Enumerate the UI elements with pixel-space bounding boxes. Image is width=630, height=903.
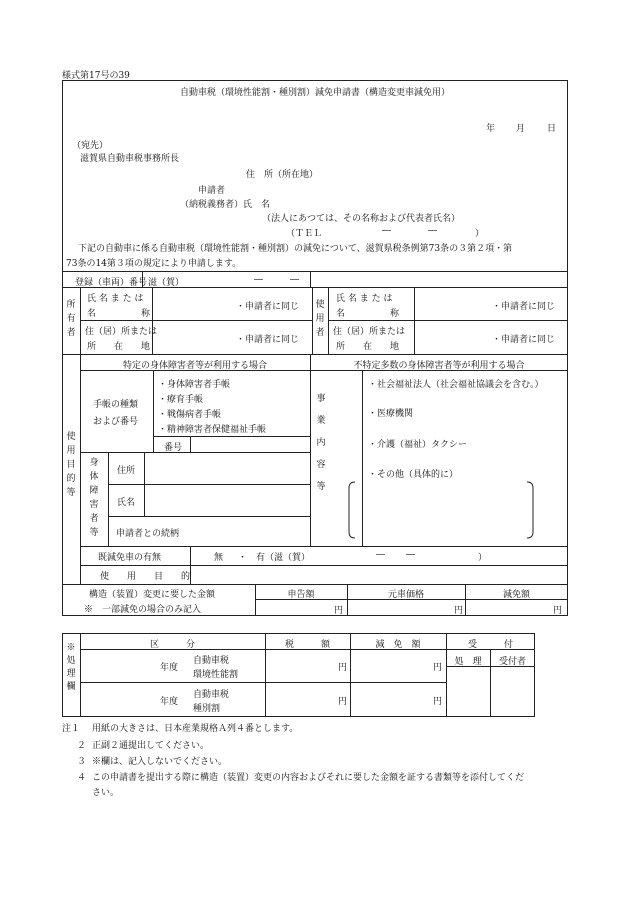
prior-yes[interactable]: 有（滋（賀） bbox=[256, 553, 311, 563]
declared-yen[interactable]: 円 bbox=[334, 606, 344, 616]
tel-close: ） bbox=[475, 229, 485, 239]
disabled-name-label: 氏名 bbox=[117, 498, 136, 508]
sub-receiver: 受付者 bbox=[498, 657, 526, 667]
col-receipt: 受 付 bbox=[467, 640, 513, 650]
owner-side-label: 所有者 bbox=[66, 300, 76, 338]
user-name-label-2: 名 称 bbox=[336, 309, 400, 319]
date-year[interactable]: 年 bbox=[486, 124, 496, 134]
business-side-label: 事業内容等 bbox=[316, 394, 326, 492]
col-reduction: 減免額 bbox=[502, 590, 530, 600]
number-label: 番号 bbox=[164, 443, 183, 453]
note-4-num: ４ bbox=[77, 773, 87, 783]
registration-label: 登録（車両）番号 bbox=[75, 278, 148, 288]
row1-reduction-yen[interactable]: 円 bbox=[433, 663, 443, 673]
owner-addr-label-2: 所 在 地 bbox=[87, 342, 151, 352]
col-original: 元車価格 bbox=[387, 590, 424, 600]
prior-dash-1: ― bbox=[376, 550, 385, 560]
user-side-label: 使用者 bbox=[315, 300, 325, 338]
reduction-yen[interactable]: 円 bbox=[553, 606, 563, 616]
tel-dash-2: ― bbox=[428, 226, 437, 236]
tel-label: （ＴＥＬ bbox=[286, 229, 323, 239]
col-reduction-amount: 減 免 額 bbox=[375, 640, 421, 650]
note-3-num: ３ bbox=[77, 757, 87, 767]
row1-tax-1: 自動車税 bbox=[193, 656, 230, 666]
business-item-2[interactable]: ・ 医療機関 bbox=[368, 406, 413, 419]
user-addr-label-2: 所 在 地 bbox=[336, 342, 400, 352]
cost-label: 構造（装置）変更に要した金額 bbox=[89, 590, 216, 600]
sub-processing: 処 理 bbox=[454, 657, 482, 667]
prior-none[interactable]: 無 bbox=[214, 553, 224, 563]
row2-year[interactable]: 年度 bbox=[160, 697, 179, 707]
owner-addr-label-1: 住（居）所または bbox=[85, 327, 158, 337]
note-2-num: ２ bbox=[77, 741, 87, 751]
owner-name-label-1: 氏 名 ま た は bbox=[87, 294, 144, 304]
note-1-num: 注１ bbox=[62, 724, 81, 734]
form-number: 様式第17号の39 bbox=[62, 71, 130, 81]
notebook-type-3[interactable]: ・ 戦傷病者手帳 bbox=[158, 407, 221, 420]
partial-note: ※ 一部減免の場合のみ記入 bbox=[84, 605, 202, 615]
intro-line-1: 下記の自動車に係る自動車税（環境性能割・種別割）の減免について、滋賀県税条例第73条の３第２項・第 bbox=[78, 244, 513, 254]
notebook-label-2: および番号 bbox=[93, 417, 139, 427]
row2-tax-2: 種別割 bbox=[193, 704, 221, 714]
original-yen[interactable]: 円 bbox=[454, 606, 464, 616]
other-details-bracket[interactable] bbox=[345, 480, 537, 540]
col-tax: 税 額 bbox=[284, 640, 330, 650]
row1-year[interactable]: 年度 bbox=[160, 663, 179, 673]
note-4-text: この申請書を提出する際に構造（装置）変更の内容およびそれに要した金額を証する書類等を添付してくだ bbox=[92, 773, 525, 783]
user-same-addr[interactable]: ・申請者に同じ bbox=[492, 335, 556, 345]
user-same-name[interactable]: ・申請者に同じ bbox=[492, 302, 556, 312]
processing-side-label: ※処理欄 bbox=[66, 643, 76, 692]
registration-dash-1[interactable]: ― bbox=[254, 275, 263, 285]
date-month[interactable]: 月 bbox=[516, 124, 526, 134]
addressee-office: 滋賀県自動車税事務所長 bbox=[80, 154, 180, 164]
disabled-address-label: 住所 bbox=[117, 466, 136, 476]
addressee-prefix: （宛先） bbox=[72, 141, 109, 151]
intro-line-2: 73条の14第３項の規定により申請します。 bbox=[66, 259, 242, 269]
tel-dash-1: ― bbox=[382, 226, 391, 236]
col-category: 区 分 bbox=[149, 640, 195, 650]
row1-tax-2: 環境性能割 bbox=[193, 670, 239, 680]
date-day[interactable]: 日 bbox=[547, 124, 557, 134]
note-2-text: 正副２通提出してください。 bbox=[92, 741, 210, 751]
note-4-text-cont: さい。 bbox=[92, 788, 120, 798]
business-item-1[interactable]: ・ 社会福祉法人（社会福祉協議会を含む。） bbox=[368, 377, 544, 390]
note-3-text: ※欄は、記入しないでください。 bbox=[92, 757, 228, 767]
owner-name-label-2: 名 称 bbox=[87, 309, 151, 319]
applicant-address-label: 住 所（所在地） bbox=[246, 170, 319, 180]
taxpayer-name-label: （納税義務者）氏 名 bbox=[180, 200, 271, 210]
applicant-label: 申請者 bbox=[198, 186, 226, 196]
notebook-type-4[interactable]: ・ 精神障害者保健福祉手帳 bbox=[158, 422, 266, 435]
business-item-4[interactable]: ・ その他（具体的に） bbox=[368, 467, 458, 480]
registration-prefix: 滋（賀） bbox=[148, 278, 185, 288]
col-declared: 申告額 bbox=[287, 590, 315, 600]
row2-tax-yen[interactable]: 円 bbox=[338, 697, 348, 707]
use-purpose-label: 使 用 目 的 bbox=[100, 572, 191, 582]
user-addr-label-1: 住（居）所または bbox=[333, 327, 406, 337]
notebook-label-1: 手帳の種類 bbox=[93, 400, 139, 410]
prior-dot: ・ bbox=[238, 553, 248, 563]
nonspecific-header: 不特定多数の身体障害者等が利用する場合 bbox=[353, 361, 525, 371]
note-1-text: 用紙の大きさは、日本産業規格Ａ列４番とします。 bbox=[92, 724, 299, 734]
business-item-3[interactable]: ・ 介護（福祉）タクシー bbox=[368, 437, 467, 450]
corp-note: （法人にあつては、その名称および代表者氏名） bbox=[262, 214, 461, 224]
relation-label: 申請者との続柄 bbox=[116, 529, 180, 539]
notebook-type-2[interactable]: ・ 療育手帳 bbox=[158, 392, 203, 405]
owner-same-name[interactable]: ・申請者に同じ bbox=[236, 302, 300, 312]
disabled-side-label: 身体障害者等 bbox=[89, 458, 99, 538]
row2-reduction-yen[interactable]: 円 bbox=[433, 697, 443, 707]
notebook-type-1[interactable]: ・ 身体障害者手帳 bbox=[158, 377, 230, 390]
specific-header: 特定の身体障害者等が利用する場合 bbox=[122, 361, 267, 371]
prior-reduction-label: 既減免車の有無 bbox=[98, 553, 162, 563]
row1-tax-yen[interactable]: 円 bbox=[338, 663, 348, 673]
user-name-label-1: 氏 名 ま た は bbox=[336, 294, 393, 304]
form-title: 自動車税（環境性能割・種別割）減免申請書（構造変更車減免用） bbox=[179, 88, 450, 98]
registration-dash-2[interactable]: ― bbox=[290, 275, 299, 285]
owner-same-addr[interactable]: ・申請者に同じ bbox=[236, 335, 300, 345]
row2-tax-1: 自動車税 bbox=[193, 690, 230, 700]
prior-close: ） bbox=[478, 553, 488, 563]
purpose-side-label: 使用目的等 bbox=[66, 432, 76, 498]
prior-dash-2: ― bbox=[406, 550, 415, 560]
